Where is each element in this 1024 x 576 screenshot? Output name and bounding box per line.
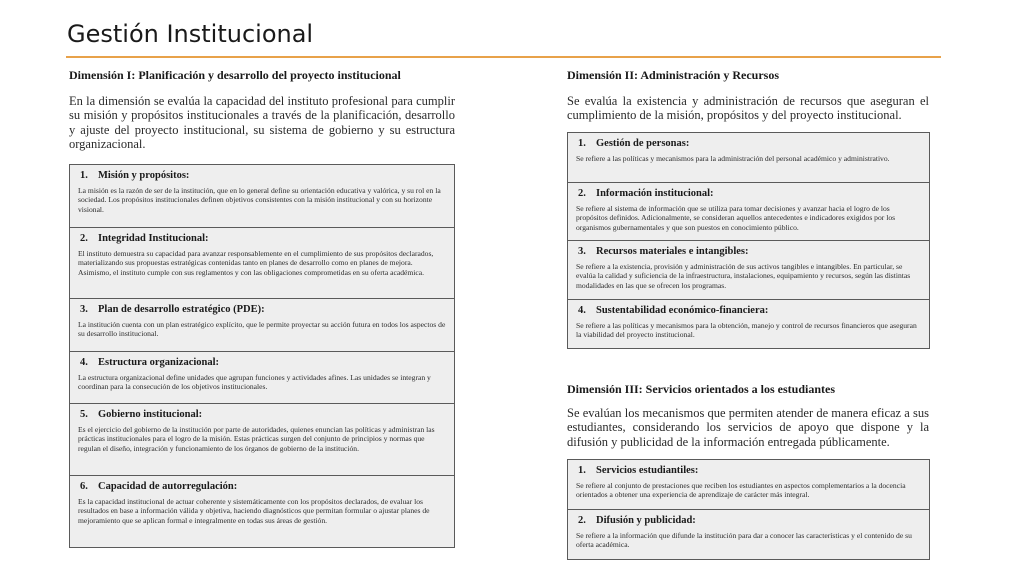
criterion-mision-propositos <box>70 165 454 228</box>
dimension-3-intro: Se evalúan los mecanismos que permiten atender de manera eficaz a sus estudiantes, considerando los servicios de apoyo que dispone y la difusión y publicidad de la información entregada públicamente. <box>567 406 929 449</box>
criterion-number: 1. <box>578 465 586 476</box>
criterion-number: 2. <box>578 515 586 526</box>
dimension-3-heading: Dimensión III: Servicios orientados a los estudiantes <box>567 382 836 396</box>
criterion-number: 3. <box>578 246 586 257</box>
criterion-estructura <box>70 352 454 404</box>
criterion-title: Difusión y publicidad: <box>596 515 696 526</box>
criterion-title: Integridad Institucional: <box>98 233 209 244</box>
criterion-description: La misión es la razón de ser de la institución, que en lo general define su orientación educativa y valórica, y su rol en la sociedad. Los propósitos institucionales definen objetivos consistentes con la misión institucional y con su horizonte visional. <box>78 186 441 214</box>
criterion-title: Recursos materiales e intangibles: <box>596 246 749 257</box>
criterion-title: Servicios estudiantiles: <box>596 465 699 476</box>
criterion-number: 6. <box>80 481 88 492</box>
criterion-description: El instituto demuestra su capacidad para avanzar responsablemente en el cumplimiento de sus propósitos declarados, materializando sus propuestas estratégicas contenidas tanto en planes de desarrollo como en planes de mejora. Asimismo, el instituto cumple con sus reglamentos y con las obligaciones comprometidas en su oferta académica. <box>78 249 434 277</box>
criterion-description: Se refiere a las políticas y mecanismos para la administración del personal académico y administrativo. <box>576 154 890 163</box>
criterion-description: Es la capacidad institucional de actuar coherente y sistemáticamente con los propósitos declarados, de evaluar los resultados en base a información válida y objetiva, haciendo diagnósticos que permitan formular o ajustar planes de mejoramiento que se aplican formal e integralmente en todas sus áreas de gestión. <box>78 497 430 525</box>
criterion-gestion-personas <box>568 133 929 183</box>
criterion-plan-desarrollo <box>70 299 454 352</box>
criterion-title: Sustentabilidad económico-financiera: <box>596 305 769 316</box>
criterion-number: 4. <box>80 357 88 368</box>
criterion-number: 5. <box>80 409 88 420</box>
dimension-2-intro: Se evalúa la existencia y administración de recursos que aseguran el cumplimiento de la misión, propósitos y del proyecto institucional. <box>567 94 929 123</box>
criterion-description: La institución cuenta con un plan estratégico explícito, que le permite proyectar su acción futura en todos los aspectos de su desarrollo institucional. <box>78 320 446 339</box>
criterion-title: Gestión de personas: <box>596 138 690 149</box>
criterion-recursos-materiales <box>568 241 929 300</box>
dimension-1-heading: Dimensión I: Planificación y desarrollo del proyecto institucional <box>69 68 401 82</box>
dimension-2-criteria <box>567 132 930 349</box>
criterion-title: Estructura organizacional: <box>98 357 220 368</box>
criterion-number: 4. <box>578 305 586 316</box>
criterion-number: 1. <box>578 138 586 149</box>
criterion-title: Plan de desarrollo estratégico (PDE): <box>98 304 265 315</box>
slide-title: Gestión Institucional <box>67 20 314 48</box>
criterion-number: 2. <box>578 188 586 199</box>
criterion-number: 2. <box>80 233 88 244</box>
criterion-description: Es el ejercicio del gobierno de la institución por parte de autoridades, quienes enuncian las políticas y administran las prácticas institucionales para el logro de la misión. Estas prácticas surgen del conjunto de principios y normas que regulan el diseño, integración y funcionamiento de los órganos de gobierno de la institución. <box>78 425 435 453</box>
criterion-description: Se refiere a las políticas y mecanismos para la obtención, manejo y control de recursos financieros que aseguran la viabilidad del proyecto institucional. <box>576 321 917 340</box>
dimension-1-intro: En la dimensión se evalúa la capacidad del instituto profesional para cumplir su misión y propósitos institucionales a través de la planificación, desarrollo y ajuste del proyecto institucional, su sistema de gobierno y su estructura organizacional. <box>69 94 455 152</box>
dimension-2-heading: Dimensión II: Administración y Recursos <box>567 68 780 82</box>
criterion-informacion <box>568 183 929 241</box>
dimension-1-criteria <box>69 164 455 548</box>
criterion-description: La estructura organizacional define unidades que agrupan funciones y actividades afines. Las unidades se integran y coordinan para la consecución de los objetivos institucionales. <box>78 373 431 392</box>
criterion-integridad <box>70 228 454 299</box>
criterion-description: Se refiere a la existencia, provisión y administración de sus activos tangibles e intangibles. En particular, se evalúa la calidad y suficiencia de la infraestructura, instalaciones, equipamiento y recursos, según las distintas modalidades en las que se ofrecen los programas. <box>576 262 911 290</box>
criterion-title: Gobierno institucional: <box>98 409 203 420</box>
criterion-description: Se refiere a la información que difunde la institución para dar a conocer las características y el contenido de su oferta académica. <box>576 531 912 550</box>
criterion-gobierno <box>70 404 454 476</box>
criterion-number: 3. <box>80 304 88 315</box>
criterion-title: Misión y propósitos: <box>98 170 190 181</box>
criterion-title: Capacidad de autorregulación: <box>98 481 238 492</box>
criterion-description: Se refiere al conjunto de prestaciones que reciben los estudiantes en aspectos complementarios a la docencia orientados a obtener una experiencia de aprendizaje de carácter más integral. <box>576 481 906 500</box>
criterion-title: Información institucional: <box>596 188 714 199</box>
criterion-servicios-estudiantiles <box>568 460 929 510</box>
criterion-description: Se refiere al sistema de información que se utiliza para tomar decisiones y avanzar hacia el logro de los propósitos definidos. Adicionalmente, se consideran aquellos antecedentes e indicadores exigidos por los organismos gubernamentales y que son puestos en conocimiento público. <box>576 204 896 232</box>
criterion-number: 1. <box>80 170 88 181</box>
criterion-autorregulacion <box>70 476 454 547</box>
dimension-3-criteria <box>567 459 930 560</box>
title-divider <box>66 56 941 58</box>
criterion-sustentabilidad <box>568 300 929 348</box>
criterion-difusion <box>568 510 929 559</box>
